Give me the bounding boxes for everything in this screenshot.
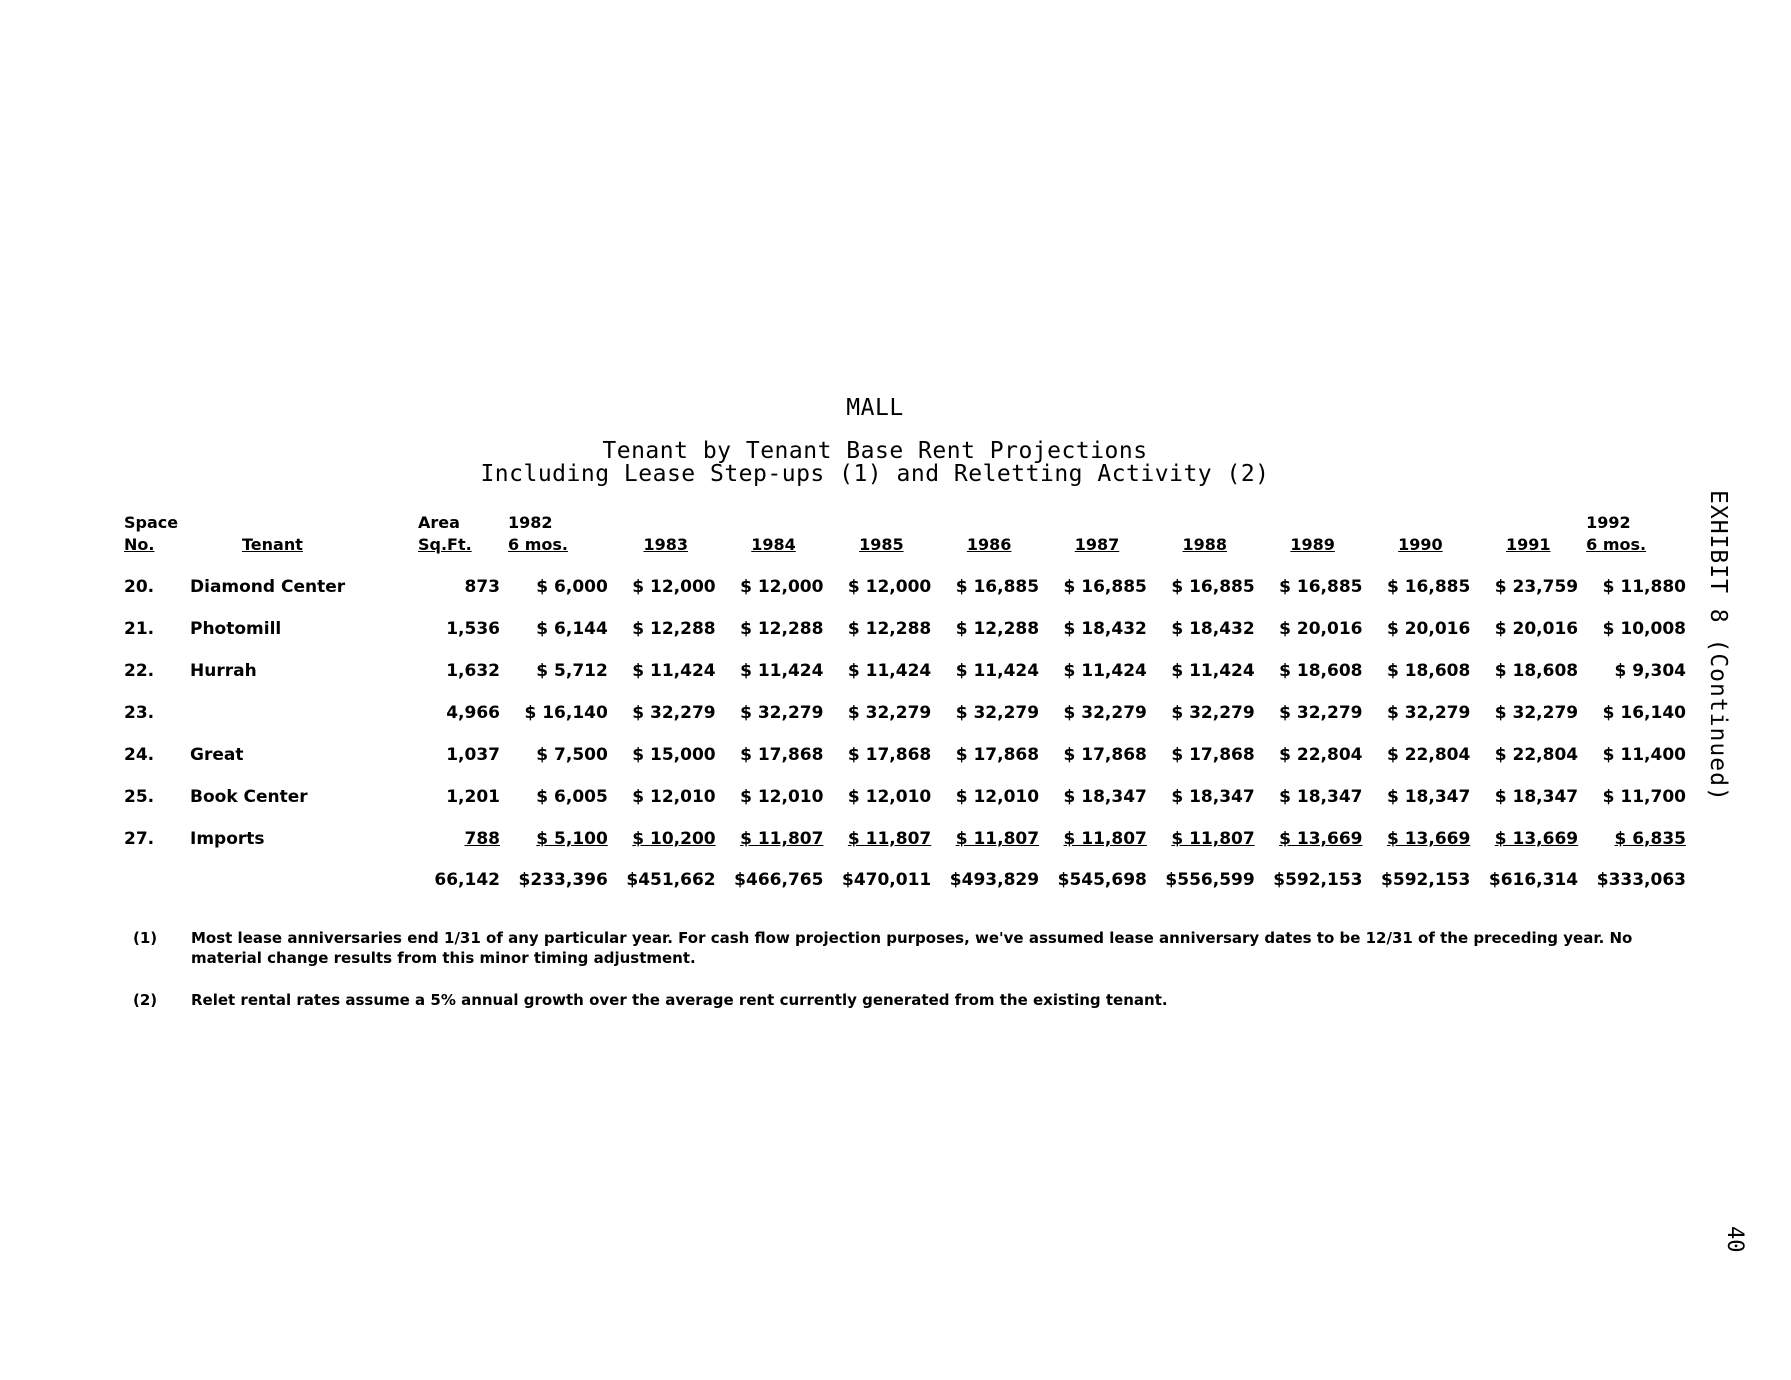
cell-rent-text: $ 5,712	[536, 661, 608, 681]
totals-blank	[186, 860, 414, 900]
cell-rent-text: $ 11,424	[847, 661, 932, 681]
cell-rent	[1367, 692, 1475, 734]
footnote-2	[133, 990, 1693, 1010]
cell-rent-text: $ 32,279	[1063, 703, 1147, 723]
document-subtitle-line-2: Including Lease Step-ups (1) and Reletting Activity (2)	[480, 461, 1270, 487]
cell-area	[414, 692, 504, 734]
header-area	[414, 512, 504, 566]
cell-rent	[1474, 608, 1582, 650]
header-1989	[1259, 512, 1367, 566]
cell-area-text: 873	[464, 577, 500, 597]
cell-rent-text: $ 15,000	[632, 745, 716, 765]
cell-rent	[935, 734, 1043, 776]
cell-rent	[612, 776, 720, 818]
cell-rent	[1582, 818, 1690, 860]
cell-rent	[827, 692, 935, 734]
header-1983	[612, 512, 720, 566]
cell-rent-text: $ 32,279	[847, 703, 932, 723]
cell-rent	[612, 692, 720, 734]
cell-rent-text: $ 12,000	[632, 577, 716, 597]
rent-projection-table	[120, 512, 1690, 900]
cell-rent-text: $ 6,005	[536, 787, 608, 807]
cell-tenant-text: Hurrah	[190, 661, 257, 681]
cell-rent	[1043, 734, 1151, 776]
cell-rent-text: $ 11,424	[955, 661, 1040, 681]
cell-area	[414, 608, 504, 650]
header-1987-label: 1987	[1074, 535, 1120, 554]
cell-rent	[1582, 692, 1690, 734]
cell-rent	[1582, 566, 1690, 608]
table-row	[120, 776, 1690, 818]
cell-rent-text: $ 10,200	[632, 829, 716, 849]
cell-rent-text: $ 12,288	[740, 619, 824, 639]
cell-rent-text: $ 12,010	[632, 787, 716, 807]
cell-rent	[827, 566, 935, 608]
cell-tenant	[186, 776, 414, 818]
cell-rent	[827, 818, 935, 860]
cell-rent-text: $ 12,000	[740, 577, 824, 597]
cell-space-no-text: 27.	[124, 829, 155, 849]
header-1992	[1582, 512, 1690, 566]
cell-tenant-text: Photomill	[190, 619, 282, 639]
cell-rent-text: $ 17,868	[1171, 745, 1255, 765]
cell-rent-text: $ 13,669	[1279, 829, 1363, 849]
header-1982	[504, 512, 612, 566]
cell-tenant	[186, 734, 414, 776]
header-1986	[935, 512, 1043, 566]
cell-tenant	[186, 818, 414, 860]
cell-rent-text: $ 11,807	[740, 829, 824, 849]
footnote-2-text: Relet rental rates assume a 5% annual growth over the average rent currently generated from the existing tenant.	[191, 991, 1168, 1009]
cell-rent-text: $ 22,804	[1279, 745, 1363, 765]
header-space-no	[120, 512, 186, 566]
cell-rent-text: $ 11,700	[1602, 787, 1686, 807]
cell-rent-text: $ 12,010	[847, 787, 932, 807]
cell-rent	[1474, 650, 1582, 692]
cell-rent	[1367, 818, 1475, 860]
cell-rent	[1043, 650, 1151, 692]
cell-rent	[827, 650, 935, 692]
header-1989-label: 1989	[1290, 535, 1335, 554]
cell-rent	[935, 692, 1043, 734]
total-rent: $556,599	[1165, 870, 1255, 890]
cell-tenant-text: Great	[190, 745, 244, 765]
cell-rent-text: $ 12,010	[740, 787, 824, 807]
cell-rent-text: $ 22,804	[1386, 745, 1471, 765]
footnote-1	[133, 928, 1693, 968]
cell-rent	[1259, 734, 1367, 776]
footnote-1-text: Most lease anniversaries end 1/31 of any particular year. For cash flow projection purposes, we've assumed lease anniversary dates to be 12/31 of the preceding year. No material change results from this minor timing adjustment.	[191, 929, 1633, 967]
cell-rent	[1043, 776, 1151, 818]
cell-area-text: 1,037	[446, 745, 500, 765]
cell-rent	[1151, 692, 1259, 734]
cell-rent-text: $ 12,288	[632, 619, 716, 639]
cell-space-no	[120, 692, 186, 734]
cell-rent	[720, 734, 828, 776]
cell-rent-text: $ 12,288	[847, 619, 932, 639]
header-area-line1: Area	[418, 513, 460, 532]
exhibit-label: EXHIBIT 8 (Continued)	[1705, 490, 1731, 802]
cell-rent	[935, 776, 1043, 818]
table-header	[120, 512, 1690, 566]
header-1986-label: 1986	[966, 535, 1012, 554]
header-tenant-label: Tenant	[242, 535, 303, 554]
total-rent: $493,829	[949, 870, 1040, 890]
cell-rent	[504, 776, 612, 818]
cell-space-no	[120, 650, 186, 692]
cell-rent	[504, 650, 612, 692]
document-subtitle-line-1: Tenant by Tenant Base Rent Projections	[602, 438, 1148, 464]
cell-space-no	[120, 608, 186, 650]
cell-rent-text: $ 20,016	[1386, 619, 1471, 639]
totals-blank	[120, 860, 186, 900]
cell-area	[414, 776, 504, 818]
header-1982-line1: 1982	[508, 513, 553, 532]
cell-rent	[504, 692, 612, 734]
cell-space-no	[120, 776, 186, 818]
cell-rent	[1151, 776, 1259, 818]
total-rent: $545,698	[1057, 870, 1147, 890]
total-rent: $592,153	[1273, 870, 1363, 890]
cell-space-no	[120, 818, 186, 860]
cell-tenant	[186, 566, 414, 608]
cell-rent	[1259, 608, 1367, 650]
cell-space-no-text: 21.	[124, 619, 155, 639]
footnote-1-number: (1)	[133, 929, 158, 947]
cell-rent	[1474, 734, 1582, 776]
cell-rent	[1043, 608, 1151, 650]
cell-rent-text: $ 20,016	[1494, 619, 1579, 639]
cell-rent	[1151, 608, 1259, 650]
cell-rent-text: $ 32,279	[1171, 703, 1255, 723]
header-space-line1: Space	[124, 513, 179, 532]
cell-area	[414, 566, 504, 608]
cell-rent	[1367, 734, 1475, 776]
total-rent: $451,662	[626, 870, 716, 890]
cell-rent-text: $ 18,347	[1171, 787, 1255, 807]
cell-rent-text: $ 22,804	[1494, 745, 1579, 765]
cell-rent-text: $ 11,807	[1171, 829, 1255, 849]
cell-space-no-text: 24.	[124, 745, 155, 765]
cell-rent	[935, 650, 1043, 692]
cell-rent	[1259, 692, 1367, 734]
cell-rent	[1259, 650, 1367, 692]
cell-rent-text: $ 32,279	[1494, 703, 1579, 723]
cell-area	[414, 734, 504, 776]
cell-rent-text: $ 16,885	[1063, 577, 1147, 597]
cell-rent	[1474, 818, 1582, 860]
total-rent: $592,153	[1381, 870, 1471, 890]
cell-rent	[827, 608, 935, 650]
total-rent: $616,314	[1488, 870, 1579, 890]
cell-rent-text: $ 23,759	[1494, 577, 1579, 597]
cell-rent-text: $ 32,279	[1279, 703, 1363, 723]
cell-rent-text: $ 11,807	[955, 829, 1040, 849]
cell-rent	[1582, 734, 1690, 776]
cell-rent	[612, 818, 720, 860]
cell-rent-text: $ 16,885	[955, 577, 1040, 597]
cell-rent-text: $ 7,500	[536, 745, 608, 765]
cell-rent	[504, 818, 612, 860]
cell-rent	[612, 734, 720, 776]
cell-rent	[720, 776, 828, 818]
cell-rent-text: $ 18,432	[1171, 619, 1255, 639]
cell-rent-text: $ 32,279	[1386, 703, 1471, 723]
cell-rent-text: $ 12,010	[955, 787, 1040, 807]
cell-rent-text: $ 16,885	[1386, 577, 1471, 597]
cell-rent-text: $ 9,304	[1614, 661, 1686, 681]
cell-area-text: 4,966	[446, 703, 500, 723]
cell-space-no-text: 22.	[124, 661, 155, 681]
cell-rent-text: $ 11,880	[1602, 577, 1686, 597]
cell-area-text: 1,201	[446, 787, 500, 807]
cell-rent	[1151, 650, 1259, 692]
cell-rent-text: $ 10,008	[1602, 619, 1686, 639]
total-rent: $233,396	[518, 870, 608, 890]
cell-rent	[1582, 776, 1690, 818]
cell-tenant	[186, 608, 414, 650]
header-1992-line1: 1992	[1586, 513, 1631, 532]
header-space-line2: No.	[124, 535, 155, 554]
cell-rent	[504, 566, 612, 608]
cell-rent	[935, 608, 1043, 650]
cell-tenant-text: Diamond Center	[190, 577, 346, 597]
header-1984	[720, 512, 828, 566]
page-number: 40	[1722, 1226, 1747, 1253]
cell-rent-text: $ 16,140	[524, 703, 608, 723]
cell-rent	[720, 566, 828, 608]
cell-rent	[1043, 692, 1151, 734]
cell-rent-text: $ 5,100	[536, 829, 608, 849]
cell-rent	[1259, 818, 1367, 860]
cell-rent	[1259, 566, 1367, 608]
cell-rent-text: $ 11,424	[1063, 661, 1147, 681]
header-1992-line2: 6 mos.	[1586, 535, 1647, 554]
table-row	[120, 818, 1690, 860]
header-1991	[1474, 512, 1582, 566]
cell-rent-text: $ 11,424	[740, 661, 824, 681]
cell-space-no-text: 25.	[124, 787, 155, 807]
total-rent: $466,765	[734, 870, 824, 890]
header-1985	[827, 512, 935, 566]
header-1984-label: 1984	[751, 535, 796, 554]
cell-rent	[1367, 650, 1475, 692]
cell-rent	[1474, 566, 1582, 608]
header-1987	[1043, 512, 1151, 566]
cell-area	[414, 650, 504, 692]
cell-rent	[1367, 608, 1475, 650]
cell-area-text: 788	[464, 829, 500, 849]
total-area: 66,142	[434, 870, 500, 890]
cell-rent	[1151, 734, 1259, 776]
cell-rent	[1043, 566, 1151, 608]
table-row	[120, 566, 1690, 608]
header-1990	[1367, 512, 1475, 566]
cell-rent	[1043, 818, 1151, 860]
cell-rent	[827, 776, 935, 818]
cell-space-no-text: 23.	[124, 703, 155, 723]
cell-rent-text: $ 11,807	[1063, 829, 1147, 849]
cell-rent	[720, 692, 828, 734]
total-rent: $333,063	[1596, 870, 1686, 890]
cell-rent-text: $ 6,835	[1614, 829, 1686, 849]
cell-rent-text: $ 16,885	[1279, 577, 1363, 597]
cell-rent	[1151, 566, 1259, 608]
cell-rent-text: $ 17,868	[740, 745, 824, 765]
cell-rent-text: $ 11,424	[632, 661, 716, 681]
cell-rent	[1367, 566, 1475, 608]
cell-rent	[612, 608, 720, 650]
cell-area-text: 1,536	[446, 619, 500, 639]
cell-rent	[1582, 650, 1690, 692]
header-1982-line2: 6 mos.	[508, 535, 568, 554]
footnote-2-number: (2)	[133, 991, 158, 1009]
table-body	[120, 566, 1690, 900]
cell-rent	[935, 818, 1043, 860]
cell-rent-text: $ 18,347	[1063, 787, 1147, 807]
cell-rent	[720, 650, 828, 692]
total-rent: $470,011	[841, 870, 932, 890]
cell-rent-text: $ 11,424	[1171, 661, 1255, 681]
cell-rent	[720, 608, 828, 650]
cell-rent-text: $ 18,608	[1279, 661, 1363, 681]
cell-rent	[504, 608, 612, 650]
totals-row	[120, 860, 1690, 900]
header-1983-label: 1983	[643, 535, 688, 554]
cell-rent	[1474, 776, 1582, 818]
cell-rent-text: $ 6,000	[536, 577, 608, 597]
table-row	[120, 608, 1690, 650]
cell-tenant	[186, 692, 414, 734]
cell-area	[414, 818, 504, 860]
cell-rent-text: $ 17,868	[1063, 745, 1147, 765]
cell-rent-text: $ 17,868	[955, 745, 1040, 765]
cell-tenant-text: Imports	[190, 829, 265, 849]
cell-rent-text: $ 18,432	[1063, 619, 1147, 639]
header-area-line2: Sq.Ft.	[418, 535, 472, 554]
header-row	[120, 512, 1690, 566]
cell-rent-text: $ 6,144	[536, 619, 608, 639]
cell-rent-text: $ 17,868	[847, 745, 932, 765]
cell-rent-text: $ 12,288	[955, 619, 1040, 639]
table-row	[120, 734, 1690, 776]
header-1988-label: 1988	[1182, 535, 1228, 554]
footnotes	[133, 928, 1693, 1032]
header-1990-label: 1990	[1398, 535, 1443, 554]
cell-tenant-text: Book Center	[190, 787, 308, 807]
cell-space-no	[120, 734, 186, 776]
cell-rent-text: $ 18,347	[1279, 787, 1363, 807]
cell-rent-text: $ 11,400	[1602, 745, 1686, 765]
header-1991-label: 1991	[1505, 535, 1551, 554]
table-row	[120, 650, 1690, 692]
cell-rent-text: $ 18,608	[1494, 661, 1579, 681]
cell-rent-text: $ 18,347	[1494, 787, 1579, 807]
document-title: MALL	[846, 395, 904, 421]
cell-rent	[612, 650, 720, 692]
cell-rent	[1474, 692, 1582, 734]
cell-rent-text: $ 16,885	[1171, 577, 1255, 597]
cell-rent	[720, 818, 828, 860]
cell-rent	[1151, 818, 1259, 860]
cell-space-no-text: 20.	[124, 577, 155, 597]
cell-rent	[612, 566, 720, 608]
cell-rent-text: $ 13,669	[1494, 829, 1579, 849]
cell-rent-text: $ 16,140	[1602, 703, 1686, 723]
cell-rent-text: $ 32,279	[632, 703, 716, 723]
cell-rent-text: $ 11,807	[847, 829, 932, 849]
cell-rent	[1582, 608, 1690, 650]
header-tenant	[186, 512, 414, 566]
table-row	[120, 692, 1690, 734]
cell-rent-text: $ 32,279	[955, 703, 1040, 723]
cell-rent-text: $ 32,279	[740, 703, 824, 723]
header-1985-label: 1985	[859, 535, 904, 554]
cell-rent	[1259, 776, 1367, 818]
cell-space-no	[120, 566, 186, 608]
cell-rent-text: $ 18,608	[1386, 661, 1471, 681]
cell-rent	[935, 566, 1043, 608]
cell-rent	[827, 734, 935, 776]
cell-tenant	[186, 650, 414, 692]
header-1988	[1151, 512, 1259, 566]
cell-rent-text: $ 13,669	[1386, 829, 1471, 849]
cell-rent-text: $ 18,347	[1386, 787, 1471, 807]
cell-area-text: 1,632	[446, 661, 500, 681]
cell-rent	[504, 734, 612, 776]
cell-rent-text: $ 20,016	[1279, 619, 1363, 639]
cell-rent	[1367, 776, 1475, 818]
cell-rent-text: $ 12,000	[847, 577, 932, 597]
